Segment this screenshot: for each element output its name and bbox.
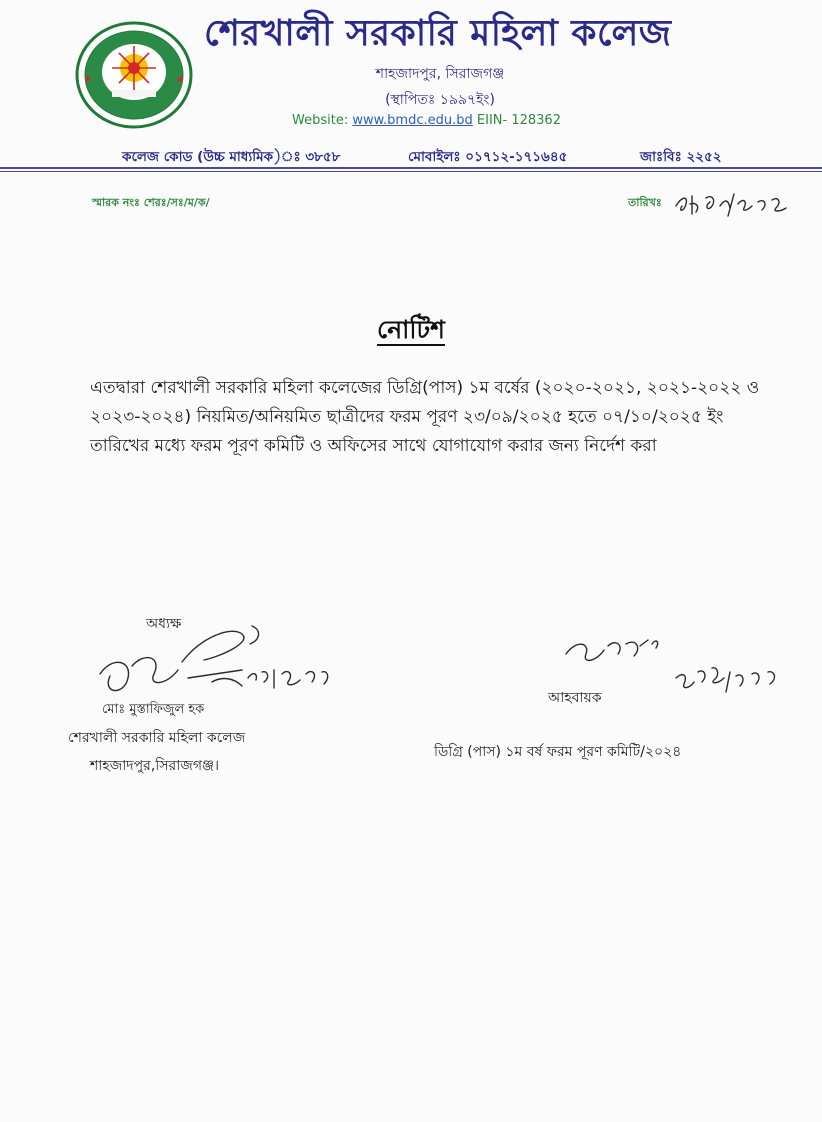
principal-title: অধ্যক্ষ bbox=[146, 616, 182, 632]
notice-heading-text: নোটিশ bbox=[377, 315, 445, 344]
handwritten-date-header bbox=[672, 186, 792, 220]
letterhead-divider-thin bbox=[0, 171, 822, 172]
date-label: তারিখঃ bbox=[628, 196, 662, 209]
website-label: Website: bbox=[292, 113, 349, 128]
principal-name: মোঃ মুস্তাফিজুল হক bbox=[102, 702, 205, 717]
notice-body: এতদ্বারা শেরখালী সরকারি মহিলা কলেজের ডিগ্রি(পাস) ১ম বর্ষের (২০২০-২০২১, ২০২১-২০২২ ও ২০২৩-২০২৪) নিয়মিত/অনিয়মিত ছাত্রীদের ফরম পূরণ ২৩/০৯/২০২৫ হতে ০৭/১০/২০২৫ ইং তারিখের মধ্যে ফরম পূরণ কমিটি ও অফিসের সাথে যোগাযোগ করার জন্য নির্দেশ করা bbox=[90, 378, 760, 456]
memo-number: স্মারক নংঃ শেরঃ/সঃ/ম/ক/ bbox=[92, 196, 210, 209]
principal-college: শেরখালী সরকারি মহিলা কলেজ bbox=[68, 730, 246, 746]
college-code: কলেজ কোড (উচ্চ মাধ্যমিক)ঃ ৩৮৫৮ bbox=[122, 149, 341, 165]
college-name-heading: শেরখালী সরকারি মহিলা কলেজ bbox=[204, 13, 672, 54]
eiin-number: EIIN- 128362 bbox=[476, 113, 561, 128]
committee-name: ডিগ্রি (পাস) ১ম বর্ষ ফরম পূরণ কমিটি/২০২৪ bbox=[434, 744, 682, 760]
website-link[interactable]: www.bmdc.edu.bd bbox=[352, 113, 473, 128]
principal-signature bbox=[92, 616, 342, 708]
established-year: (স্থাপিতঃ ১৯৯৭ইং) bbox=[385, 92, 495, 108]
college-address: শাহজাদপুর, সিরাজগঞ্জ bbox=[375, 66, 505, 82]
principal-location: শাহজাদপুর,সিরাজগঞ্জ। bbox=[90, 758, 219, 774]
notice-heading bbox=[0, 310, 822, 353]
convener-title: আহবায়ক bbox=[548, 690, 602, 706]
mobile-number: মোবাইলঃ ০১৭১২-১৭১৬৪৫ bbox=[408, 149, 568, 165]
website-line bbox=[292, 113, 561, 128]
postcode: জাঃবিঃ ২২৫২ bbox=[640, 149, 722, 165]
college-seal-logo bbox=[74, 20, 196, 130]
letterhead-divider bbox=[0, 167, 822, 169]
